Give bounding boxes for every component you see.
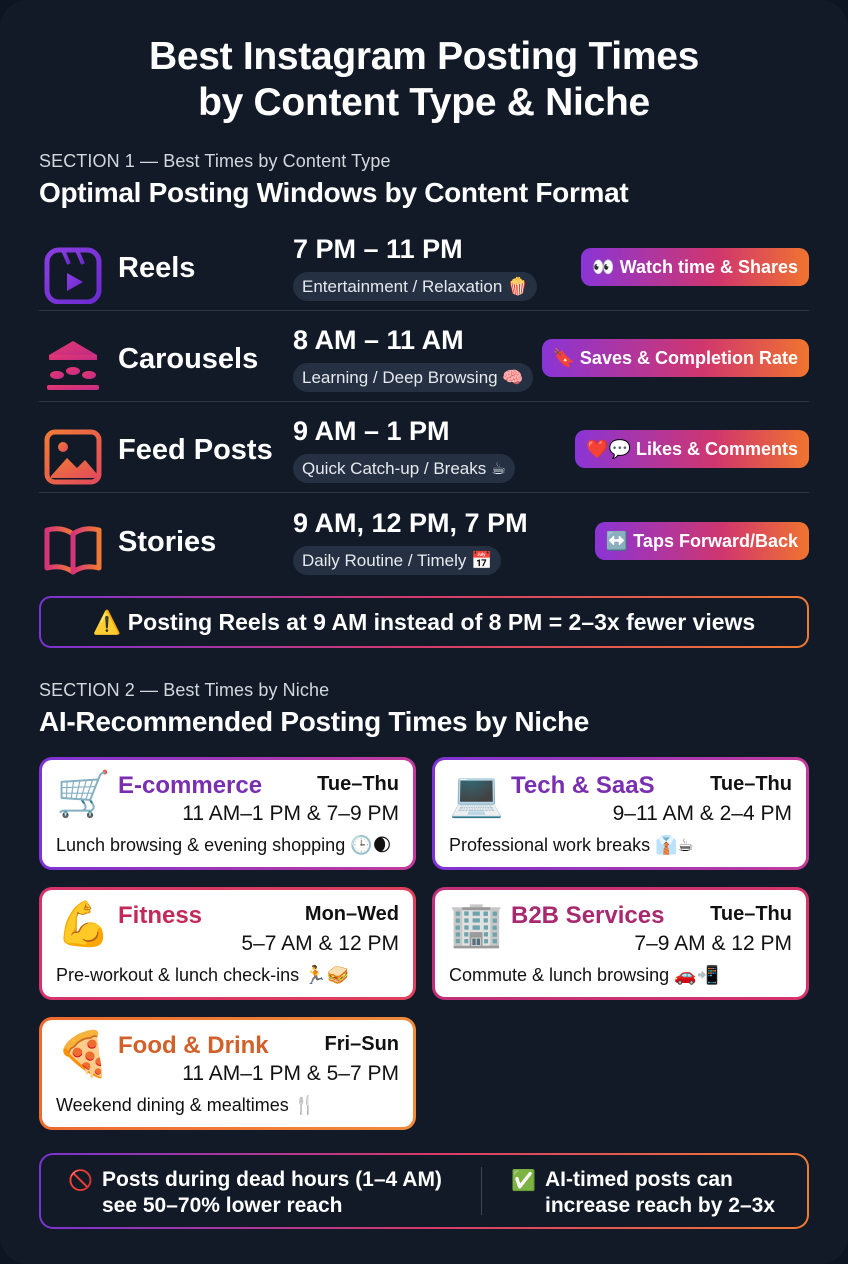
niche-name: Tech & SaaS: [511, 772, 655, 799]
content-row-reels: [39, 230, 809, 320]
ai-timed-line1: AI-timed posts can: [545, 1168, 733, 1191]
niche-note: Commute & lunch browsing 🚗📲: [449, 965, 719, 985]
dead-hours-note: [68, 1167, 478, 1219]
audience-mood-tag: Entertainment / Relaxation 🍿: [293, 272, 537, 301]
key-metric-badge: ↔️ Taps Forward/Back: [595, 522, 809, 560]
prohibited-icon: 🚫: [68, 1170, 93, 1192]
niche-card-food-drink: [39, 1017, 416, 1130]
ai-timed-note: [511, 1167, 801, 1219]
audience-mood-tag: Learning / Deep Browsing 🧠: [293, 363, 533, 392]
posting-window: 9 AM – 1 PM: [293, 416, 450, 446]
content-type-name: Feed Posts: [118, 434, 273, 466]
audience-mood-tag: Daily Routine / Timely 📅: [293, 546, 501, 575]
niche-card-ecommerce: [39, 757, 416, 870]
book-icon: [43, 518, 103, 578]
posting-window: 8 AM – 11 AM: [293, 325, 464, 355]
niche-note: Pre-workout & lunch check-ins 🏃🥪: [56, 965, 349, 985]
page-title: Best Instagram Posting Times by Content Type & Niche: [148, 35, 700, 124]
posting-window: 9 AM, 12 PM, 7 PM: [293, 508, 528, 538]
niche-days: Mon–Wed: [304, 903, 399, 925]
niche-name: Fitness: [118, 902, 203, 929]
summary-callout: [39, 1153, 809, 1229]
warning-text: ⚠️ Posting Reels at 9 AM instead of 8 PM = 2–3x fewer views: [41, 598, 807, 646]
pizza-icon: 🍕: [56, 1030, 111, 1079]
posting-window: 7 PM – 11 PM: [293, 234, 463, 264]
footer-divider: [481, 1167, 482, 1215]
ai-timed-line2: increase reach by 2–3x: [545, 1194, 775, 1217]
content-type-name: Stories: [118, 526, 217, 558]
niche-days: Tue–Thu: [710, 903, 792, 925]
content-type-name: Reels: [118, 252, 196, 284]
niche-name: B2B Services: [511, 902, 665, 929]
image-icon: [43, 426, 103, 486]
office-building-icon: 🏢: [449, 900, 504, 949]
niche-days: Tue–Thu: [317, 773, 399, 795]
niche-hours: 11 AM–1 PM & 5–7 PM: [182, 1062, 399, 1085]
content-row-carousels: [39, 321, 809, 411]
content-type-name: Carousels: [118, 343, 259, 375]
niche-note: Professional work breaks 👔☕: [449, 835, 694, 855]
niche-days: Tue–Thu: [710, 773, 792, 795]
laptop-icon: 💻: [449, 770, 504, 819]
check-mark-icon: ✅: [511, 1170, 536, 1192]
niche-card-tech-saas: [432, 757, 809, 870]
warning-callout: [39, 596, 809, 648]
carousel-icon: [43, 335, 103, 395]
section2-heading: AI-Recommended Posting Times by Niche: [39, 706, 590, 737]
niche-name: E-commerce: [118, 772, 263, 799]
content-row-feed-posts: [39, 412, 809, 502]
niche-days: Fri–Sun: [324, 1033, 399, 1055]
dead-hours-line1: Posts during dead hours (1–4 AM): [102, 1168, 442, 1191]
section1-heading: Optimal Posting Windows by Content Format: [39, 177, 629, 208]
reels-icon: [43, 244, 103, 304]
niche-card-fitness: [39, 887, 416, 1000]
section2-eyebrow: SECTION 2 — Best Times by Niche: [39, 680, 330, 700]
niche-hours: 7–9 AM & 12 PM: [634, 932, 792, 955]
section1-eyebrow: SECTION 1 — Best Times by Content Type: [39, 151, 391, 171]
niche-hours: 11 AM–1 PM & 7–9 PM: [182, 802, 399, 825]
row-divider: [39, 492, 809, 493]
niche-name: Food & Drink: [118, 1032, 269, 1059]
dead-hours-line2: see 50–70% lower reach: [102, 1194, 343, 1217]
flexed-bicep-icon: 💪: [56, 900, 111, 949]
audience-mood-tag: Quick Catch-up / Breaks ☕: [293, 454, 515, 483]
niche-note: Lunch browsing & evening shopping 🕒🌒: [56, 835, 392, 855]
row-divider: [39, 401, 809, 402]
niche-hours: 9–11 AM & 2–4 PM: [612, 802, 792, 825]
content-row-stories: [39, 504, 809, 594]
key-metric-badge: 👀 Watch time & Shares: [581, 248, 809, 286]
key-metric-badge: ❤️💬 Likes & Comments: [575, 430, 809, 468]
row-divider: [39, 310, 809, 311]
niche-note: Weekend dining & mealtimes 🍴: [56, 1095, 317, 1115]
shopping-cart-icon: 🛒: [56, 770, 111, 819]
niche-card-b2b-services: [432, 887, 809, 1000]
key-metric-badge: 🔖 Saves & Completion Rate: [542, 339, 809, 377]
niche-hours: 5–7 AM & 12 PM: [241, 932, 399, 955]
